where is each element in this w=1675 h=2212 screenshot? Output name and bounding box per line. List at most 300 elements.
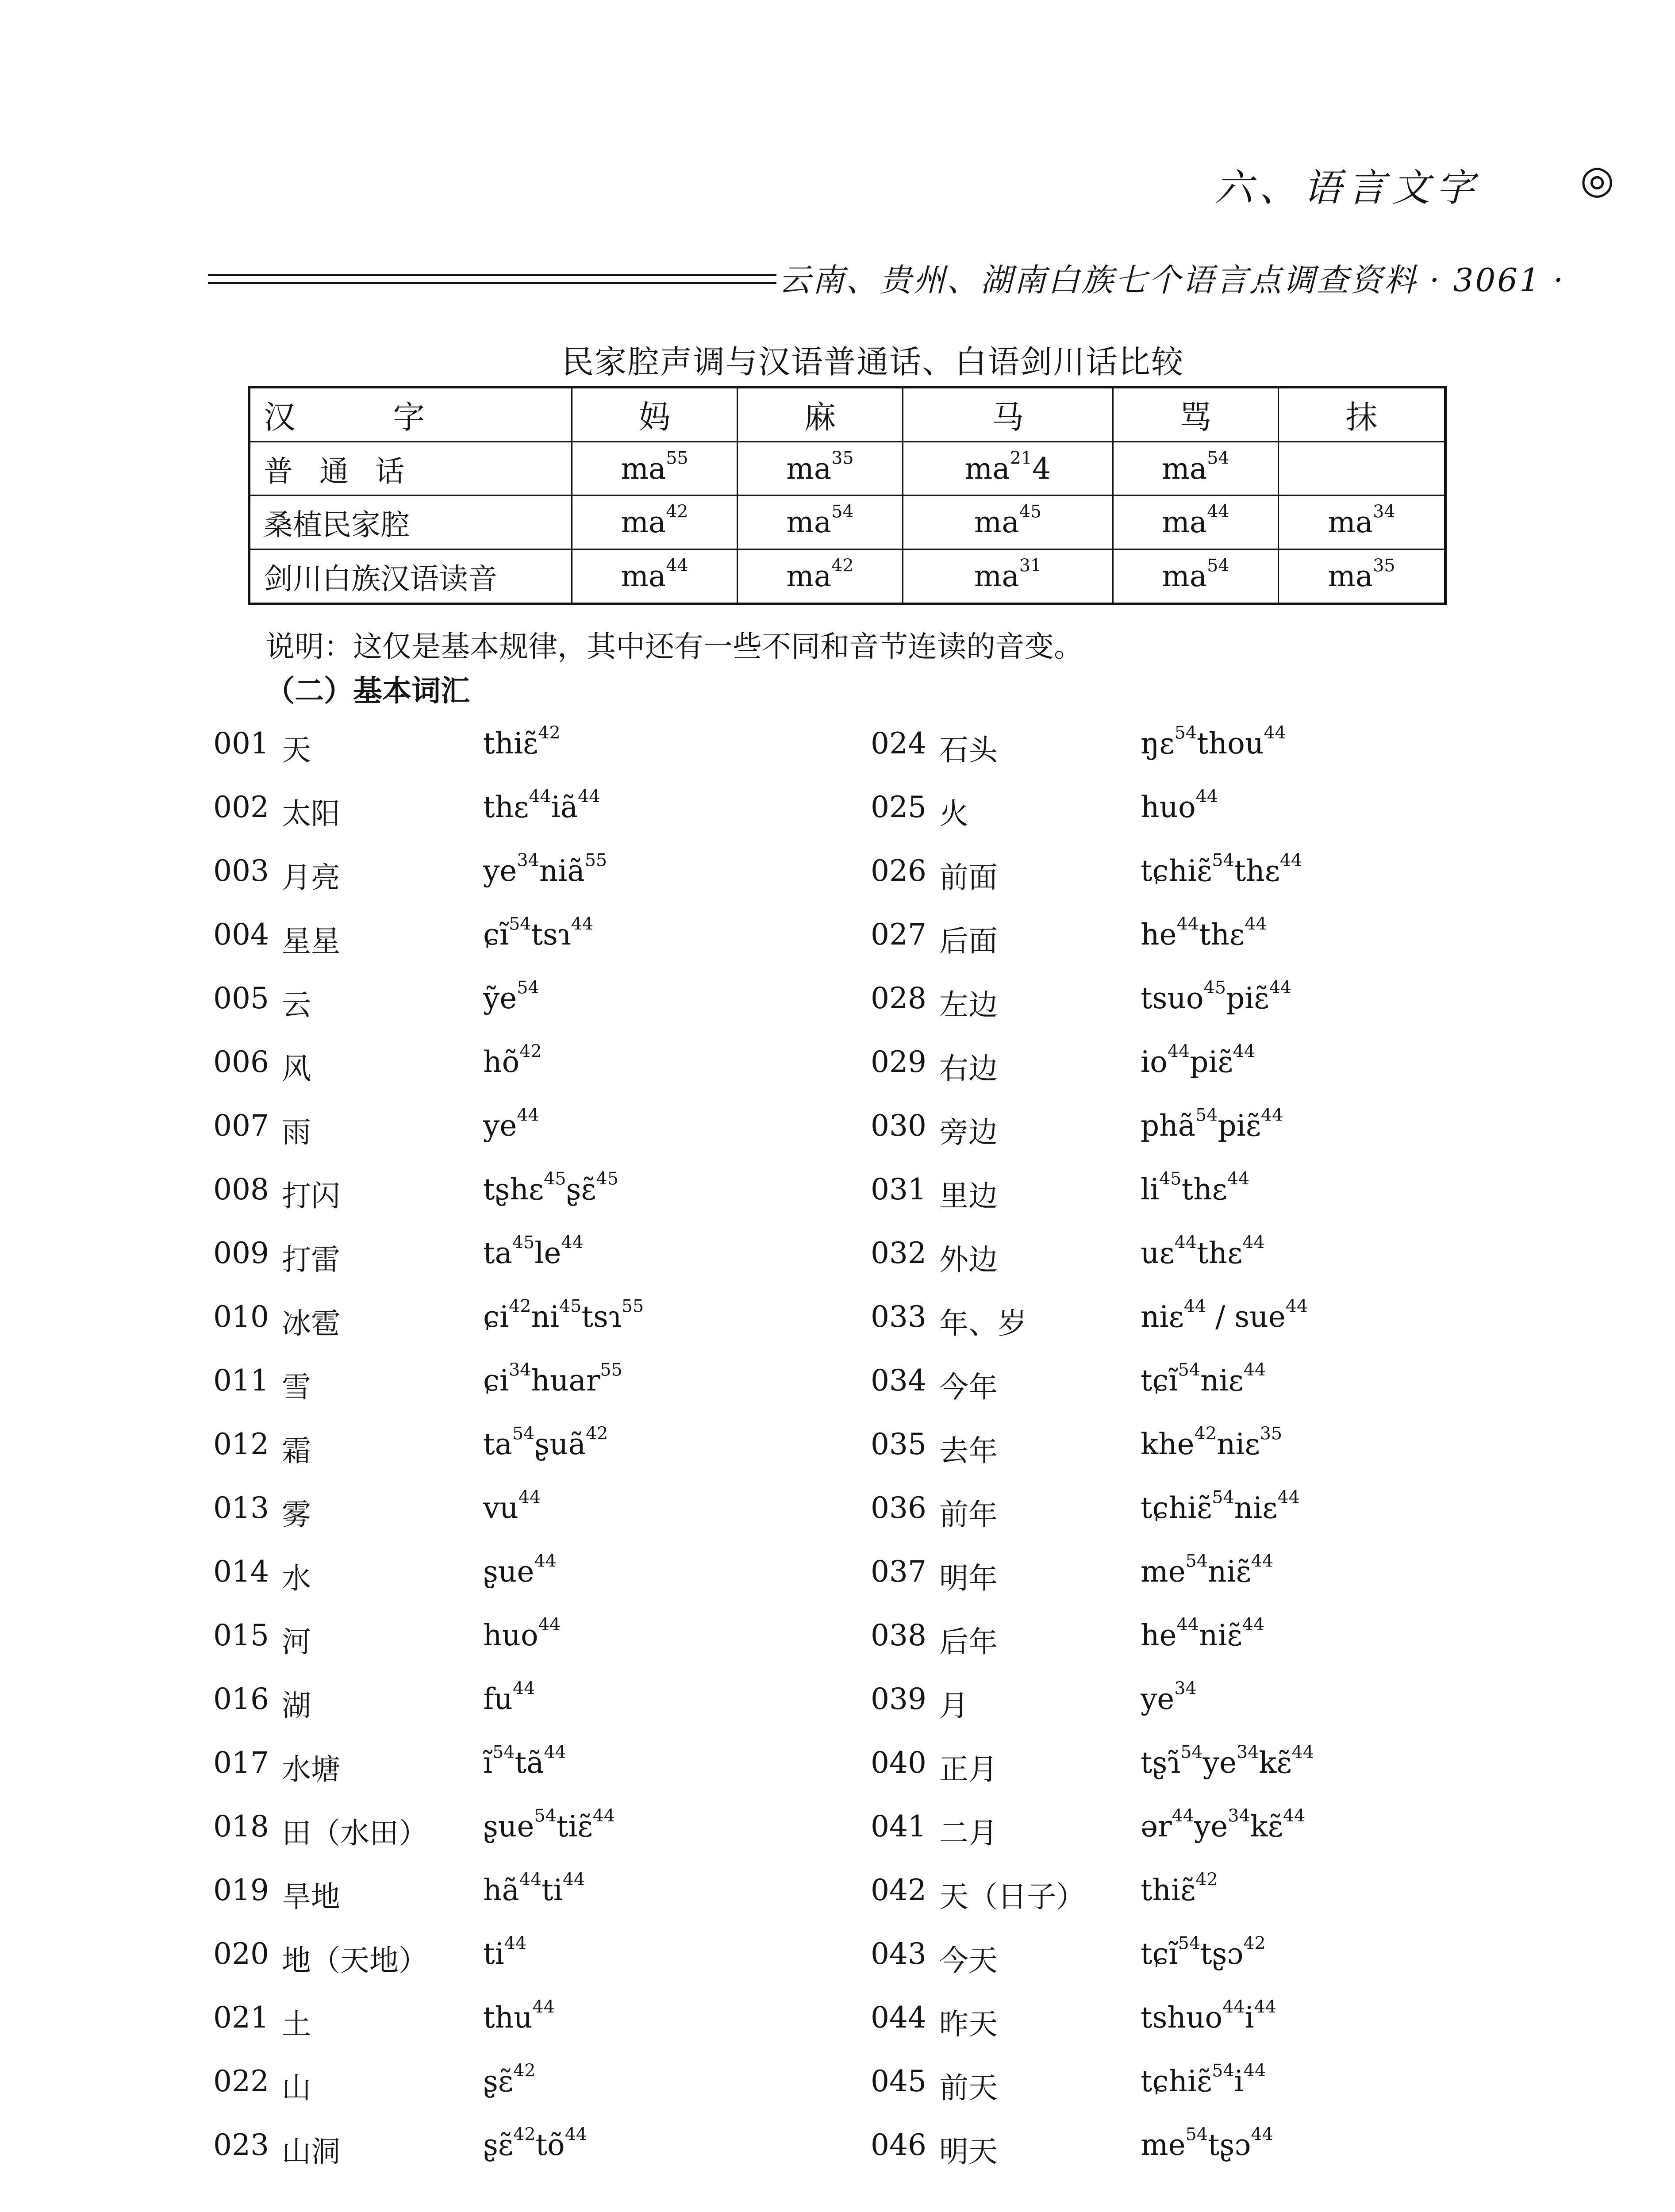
tone-mark: 44	[518, 1487, 541, 1508]
header-cell: 妈	[572, 387, 738, 442]
vocab-number: 016	[213, 1682, 269, 1716]
vocab-word: 天	[282, 733, 311, 767]
tone-mark: 44	[1277, 1487, 1300, 1508]
table-row	[249, 495, 1445, 549]
header-cell: 麻	[737, 387, 903, 442]
vocab-pronunciation	[483, 977, 539, 1015]
vocab-word: 火	[939, 797, 968, 831]
vocab-number: 042	[871, 1873, 926, 1907]
vocab-word: 打闪	[282, 1179, 340, 1213]
table-cell: $ma^{54}$	[737, 495, 903, 549]
vocab-number: 011	[213, 1363, 269, 1398]
tone-mark: 44	[1176, 1614, 1199, 1635]
vocab-pronunciation	[483, 1869, 585, 1907]
vocab-number: 018	[213, 1809, 269, 1843]
syllable: he	[1141, 918, 1177, 952]
tone-mark: 44	[1174, 1232, 1197, 1253]
tone-mark: 42	[519, 1041, 542, 1062]
tone-mark: 44	[538, 1614, 561, 1635]
vocab-pronunciation	[1141, 1805, 1306, 1843]
tone-mark: 42	[1243, 1933, 1266, 1954]
syllable: thou	[1197, 726, 1264, 760]
tone-mark: 44	[534, 1551, 557, 1571]
syllable: ta	[483, 1236, 512, 1270]
vocab-word: 山	[282, 2071, 311, 2105]
syllable: tsuo	[1141, 981, 1204, 1015]
tone-mark: 54	[509, 914, 531, 934]
syllable: ʂɛ̃	[483, 2064, 514, 2098]
tone-mark: 44	[1222, 1997, 1245, 2017]
vocab-number: 008	[213, 1172, 269, 1206]
vocab-word: 前天	[939, 2071, 998, 2105]
syllable: ye	[1141, 1682, 1175, 1716]
vocab-number: 022	[213, 2064, 269, 2098]
syllable: me	[1141, 1555, 1186, 1589]
vocab-number: 027	[871, 918, 926, 952]
vocab-number: 017	[213, 1746, 269, 1780]
tone-mark: 54	[1185, 2124, 1208, 2145]
vocab-number: 021	[213, 2001, 269, 2035]
syllable: iã	[551, 790, 578, 824]
syllable: thu	[483, 2001, 533, 2035]
syllable: niɛ	[1200, 1363, 1244, 1398]
tone-mark: 54	[512, 1423, 535, 1444]
tone-mark: 34	[1174, 1678, 1197, 1699]
vocab-pronunciation	[483, 1742, 566, 1780]
syllable: vu	[483, 1491, 519, 1525]
vocab-word: 前面	[939, 860, 998, 895]
vocab-number: 035	[871, 1427, 926, 1461]
vocab-word: 水塘	[282, 1752, 340, 1786]
vocab-word: 月亮	[282, 860, 340, 895]
syllable: hõ	[483, 1045, 520, 1079]
tone-mark: 44	[1183, 1296, 1206, 1317]
vocab-word: 天（日子）	[939, 1880, 1085, 1914]
tone-mark: 55	[600, 1359, 622, 1380]
syllable: ʂɛ̃	[566, 1172, 596, 1206]
syllable: ʂue	[483, 1555, 534, 1589]
vocab-number: 013	[213, 1491, 269, 1525]
syllable: ʂɛ̃	[483, 2128, 514, 2162]
tone-mark: 54	[492, 1742, 515, 1763]
tone-mark: 54	[1185, 1551, 1208, 1571]
vocab-pronunciation	[483, 1678, 535, 1716]
syllable: thiɛ̃	[1141, 1873, 1196, 1907]
table-cell: $ma^{45}$	[903, 495, 1113, 549]
tone-mark: 44	[1269, 977, 1291, 998]
header-cell: 汉字	[249, 387, 572, 442]
vocab-word: 星星	[282, 924, 340, 958]
syllable: huo	[483, 1618, 538, 1652]
vocab-pronunciation	[483, 850, 607, 888]
vocab-pronunciation	[1141, 850, 1302, 888]
vocab-word: 旱地	[282, 1880, 340, 1914]
tone-mark: 44	[1245, 914, 1267, 934]
syllable: niɛ̃	[1208, 1555, 1251, 1589]
tone-mark: 54	[1195, 1105, 1218, 1125]
vocab-pronunciation	[1141, 2060, 1266, 2098]
tone-mark: 42	[513, 2060, 536, 2081]
vocab-pronunciation	[1141, 1423, 1283, 1461]
table-cell: $ma^{44}$	[1113, 495, 1278, 549]
vocab-word: 明天	[939, 2135, 998, 2169]
vocab-word: 月	[939, 1689, 968, 1723]
tone-mark: 44	[578, 786, 600, 807]
syllable: i	[1234, 2064, 1244, 2098]
syllable: kɛ̃	[1259, 1746, 1292, 1780]
vocab-number: 044	[871, 2001, 926, 2035]
tone-mark: 45	[1203, 977, 1226, 998]
vocab-pronunciation	[1141, 1933, 1266, 1971]
vocab-pronunciation	[1141, 977, 1291, 1015]
tone-mark: 55	[621, 1296, 644, 1317]
syllable: thɛ	[1197, 1236, 1243, 1270]
tone-mark: 44	[512, 1678, 535, 1699]
syllable: ɕi	[483, 1363, 509, 1398]
syllable: tõ	[535, 2128, 565, 2162]
syllable: ti	[483, 1937, 504, 1971]
vocab-word: 二月	[939, 1816, 998, 1850]
tone-mark: 54	[1178, 1359, 1200, 1380]
table-header-row	[249, 387, 1445, 442]
tone-mark: 45	[559, 1296, 582, 1317]
table-cell: $ma^{42}$	[572, 495, 738, 549]
vocab-pronunciation	[483, 722, 561, 760]
vocab-number: 028	[871, 981, 926, 1015]
tone-mark: 44	[529, 786, 551, 807]
vocab-pronunciation	[1141, 1869, 1218, 1907]
tone-mark: 54	[1212, 2060, 1234, 2081]
table-title: 民家腔声调与汉语普通话、白语剑川话比较	[562, 343, 1184, 380]
vocab-number: 023	[213, 2128, 269, 2162]
vocab-number: 020	[213, 1937, 269, 1971]
tone-mark: 45	[544, 1168, 566, 1189]
tone-mark: 44	[1195, 786, 1218, 807]
vocab-number: 041	[871, 1809, 926, 1843]
vocab-pronunciation	[483, 1105, 539, 1143]
syllable: kɛ̃	[1250, 1809, 1283, 1843]
vocab-word: 雨	[282, 1115, 311, 1149]
tone-mark: 44	[1285, 1296, 1308, 1317]
vocab-word: 冰雹	[282, 1306, 340, 1340]
vocab-pronunciation	[1141, 1168, 1250, 1206]
tone-mark: 44	[1167, 1041, 1190, 1062]
syllable: ye	[483, 854, 517, 888]
syllable: niɛ	[1141, 1300, 1184, 1334]
vocab-pronunciation	[483, 1487, 541, 1525]
row-label: 桑植民家腔	[249, 495, 572, 549]
vocab-pronunciation	[483, 1168, 619, 1206]
tone-mark: 35	[1260, 1423, 1283, 1444]
vocab-number: 005	[213, 981, 269, 1015]
tone-mark: 34	[509, 1359, 531, 1380]
vocab-word: 土	[282, 2007, 311, 2041]
tone-mark: 54	[1212, 850, 1234, 871]
vocab-pronunciation	[1141, 1232, 1265, 1270]
vocab-word: 左边	[939, 988, 998, 1022]
vocab-pronunciation	[483, 1551, 557, 1589]
tone-mark: 44	[519, 1869, 542, 1890]
tone-mark: 44	[1242, 1614, 1265, 1635]
section-title: 六、语言文字	[1215, 166, 1480, 210]
syllable: ni	[531, 1300, 560, 1334]
tone-mark: 44	[1233, 1041, 1256, 1062]
vocab-word: 霜	[282, 1434, 311, 1468]
vocab-word: 今年	[939, 1370, 998, 1404]
tone-mark: 44	[1291, 1742, 1314, 1763]
vocab-number: 036	[871, 1491, 926, 1525]
table-cell: $ma^{34}$	[1278, 495, 1445, 549]
tone-mark: 44	[1279, 850, 1302, 871]
tone-mark: 45	[596, 1168, 619, 1189]
syllable: tsɿ	[531, 918, 571, 952]
tone-mark: 44	[1261, 1105, 1283, 1125]
table-cell: $ma^{54}$	[1113, 442, 1278, 495]
tone-mark: 44	[504, 1933, 527, 1954]
vocab-pronunciation	[483, 786, 600, 824]
table-cell: $ma^{21}4$	[903, 442, 1113, 495]
table-cell: $ma^{35}$	[737, 442, 903, 495]
syllable: piɛ̃	[1218, 1109, 1261, 1143]
vocab-word: 昨天	[939, 2007, 998, 2041]
vocab-pronunciation	[483, 1805, 615, 1843]
syllable: ye	[1202, 1746, 1237, 1780]
tone-mark: 44	[1172, 1805, 1194, 1826]
tone-mark: 54	[517, 977, 539, 998]
syllable: niã	[539, 854, 585, 888]
vocab-number: 012	[213, 1427, 269, 1461]
vocab-pronunciation	[1141, 1359, 1266, 1398]
vocab-word: 风	[282, 1052, 311, 1086]
vocab-word: 石头	[939, 733, 998, 767]
table-cell: $ma^{42}$	[737, 549, 903, 604]
syllable: hã	[483, 1873, 519, 1907]
syllable: tɕhiɛ̃	[1141, 1491, 1212, 1525]
vocab-pronunciation	[1141, 1041, 1256, 1079]
vocab-pronunciation	[483, 1997, 555, 2035]
syllable: huo	[1141, 790, 1196, 824]
vocab-number: 033	[871, 1300, 926, 1334]
vocab-pronunciation	[483, 1359, 622, 1398]
vocab-word: 太阳	[282, 797, 340, 831]
vocab-word: 打雷	[282, 1243, 340, 1277]
vocab-word: 外边	[939, 1243, 998, 1277]
header-cell: 抹	[1278, 387, 1445, 442]
syllable: ər	[1141, 1809, 1172, 1843]
vocab-number: 004	[213, 918, 269, 952]
syllable: tɕhiɛ̃	[1141, 854, 1212, 888]
vocab-number: 039	[871, 1682, 926, 1716]
vocab-number: 045	[871, 2064, 926, 2098]
syllable: niɛ	[1216, 1427, 1260, 1461]
vocab-pronunciation	[1141, 1551, 1274, 1589]
tone-mark: 44	[532, 1997, 555, 2017]
tone-mark: 45	[1159, 1168, 1182, 1189]
vocab-word: 雾	[282, 1498, 311, 1532]
table-cell: $ma^{31}$	[903, 549, 1113, 604]
tone-mark: 44	[1242, 1232, 1265, 1253]
syllable: ti	[542, 1873, 563, 1907]
vocab-word: 前年	[939, 1498, 998, 1532]
syllable: uɛ	[1141, 1236, 1175, 1270]
table-row	[249, 442, 1445, 495]
tone-mark: 42	[513, 2124, 536, 2145]
syllable: tʂhɛ	[483, 1172, 544, 1206]
tone-mark: 44	[1227, 1168, 1250, 1189]
double-circle-icon: ◎	[1580, 157, 1614, 202]
syllable: huar	[531, 1363, 600, 1398]
table-note: 说明：这仅是基本规律，其中还有一些不同和音节连读的音变。	[265, 630, 1083, 664]
vocab-number: 003	[213, 854, 269, 888]
syllable: tɕĩ	[1141, 1363, 1178, 1398]
vocab-word: 年、岁	[939, 1306, 1027, 1340]
vocab-number: 015	[213, 1618, 269, 1652]
vocab-pronunciation	[483, 1614, 561, 1652]
tone-mark: 54	[1212, 1487, 1234, 1508]
tone-mark: 42	[1194, 1423, 1217, 1444]
vocab-pronunciation	[1141, 1997, 1277, 2035]
tone-mark: 44	[1283, 1805, 1306, 1826]
vocab-word: 右边	[939, 1052, 998, 1086]
table-cell	[1278, 442, 1445, 495]
vocab-pronunciation	[1141, 786, 1218, 824]
vocab-pronunciation	[1141, 1296, 1308, 1334]
vocab-word: 田（水田）	[282, 1816, 428, 1850]
vocab-word: 地（天地）	[282, 1943, 428, 1978]
vocab-word: 湖	[282, 1689, 311, 1723]
syllable: tiɛ̃	[556, 1809, 593, 1843]
vocab-number: 038	[871, 1618, 926, 1652]
tone-mark: 42	[538, 722, 561, 743]
vocab-number: 032	[871, 1236, 926, 1270]
vocab-number: 026	[871, 854, 926, 888]
syllable: tɕhiɛ̃	[1141, 2064, 1212, 2098]
syllable: thɛ	[483, 790, 529, 824]
table-cell: $ma^{44}$	[572, 549, 738, 604]
row-label: 剑川白族汉语读音	[249, 549, 572, 604]
vocab-number: 010	[213, 1300, 269, 1334]
vocab-pronunciation	[1141, 914, 1267, 952]
vocab-word: 云	[282, 988, 311, 1022]
syllable: khe	[1141, 1427, 1195, 1461]
syllable: / sue	[1206, 1300, 1286, 1334]
syllable: io	[1141, 1045, 1168, 1079]
tone-mark: 44	[517, 1105, 539, 1125]
tone-mark: 44	[1251, 2124, 1273, 2145]
vocab-number: 001	[213, 726, 269, 760]
syllable: niɛ̃	[1199, 1618, 1242, 1652]
vocab-number: 007	[213, 1109, 269, 1143]
vocab-number: 024	[871, 726, 926, 760]
vocab-word: 山洞	[282, 2135, 340, 2169]
syllable: ỹe	[483, 981, 517, 1015]
vocab-word: 后年	[939, 1625, 998, 1659]
vocab-number: 025	[871, 790, 926, 824]
vocab-number: 043	[871, 1937, 926, 1971]
vocab-word: 明年	[939, 1561, 998, 1595]
vocab-number: 006	[213, 1045, 269, 1079]
tone-mark: 44	[565, 2124, 588, 2145]
vocab-pronunciation	[483, 1041, 542, 1079]
vocab-pronunciation	[483, 2060, 536, 2098]
vocab-number: 030	[871, 1109, 926, 1143]
vocab-word: 里边	[939, 1179, 998, 1213]
tone-mark: 44	[561, 1232, 584, 1253]
header-double-rule	[208, 274, 776, 284]
vocab-pronunciation	[483, 1296, 644, 1334]
syllable: ta	[483, 1427, 512, 1461]
syllable: thiɛ̃	[483, 726, 538, 760]
vocab-pronunciation	[1141, 1614, 1265, 1652]
syllable: ɕi	[483, 1300, 509, 1334]
syllable: thɛ	[1181, 1172, 1227, 1206]
syllable: ŋɛ	[1141, 726, 1175, 760]
vocab-pronunciation	[1141, 722, 1286, 760]
table-row	[249, 549, 1445, 604]
syllable: fu	[483, 1682, 513, 1716]
tone-mark: 44	[1264, 722, 1286, 743]
vocab-number: 014	[213, 1555, 269, 1589]
tone-mark: 42	[509, 1296, 531, 1317]
row-label: 普通话	[249, 442, 572, 495]
vocab-number: 046	[871, 2128, 926, 2162]
vocab-number: 034	[871, 1363, 926, 1398]
syllable: ĩ	[483, 1746, 493, 1780]
vocab-heading: （二）基本词汇	[265, 674, 470, 708]
syllable: tshuo	[1141, 2001, 1223, 2035]
vocab-number: 019	[213, 1873, 269, 1907]
table-cell: $ma^{54}$	[1113, 549, 1278, 604]
syllable: he	[1141, 1618, 1177, 1652]
syllable: niɛ	[1234, 1491, 1278, 1525]
syllable: tɕĩ	[1141, 1937, 1178, 1971]
table-cell: $ma^{55}$	[572, 442, 738, 495]
tone-mark: 54	[1180, 1742, 1203, 1763]
syllable: ɕĩ	[483, 918, 509, 952]
syllable: i	[1245, 2001, 1254, 2035]
tone-mark: 44	[544, 1742, 566, 1763]
vocab-pronunciation	[483, 1933, 527, 1971]
tone-mark: 54	[534, 1805, 557, 1826]
syllable: piɛ̃	[1226, 981, 1269, 1015]
vocab-word: 旁边	[939, 1115, 998, 1149]
vocab-word: 今天	[939, 1943, 998, 1978]
vocab-pronunciation	[1141, 1742, 1314, 1780]
vocab-word: 正月	[939, 1752, 998, 1786]
tone-mark: 44	[1176, 914, 1199, 934]
syllable: ye	[483, 1109, 517, 1143]
syllable: phã	[1141, 1109, 1196, 1143]
vocab-pronunciation	[1141, 2124, 1273, 2162]
vocab-pronunciation	[1141, 1105, 1283, 1143]
vocab-pronunciation	[483, 914, 594, 952]
tone-mark: 44	[562, 1869, 585, 1890]
syllable: piɛ̃	[1190, 1045, 1233, 1079]
tone-mark: 42	[1195, 1869, 1218, 1890]
syllable: tsɿ	[581, 1300, 622, 1334]
tone-mark: 42	[585, 1423, 608, 1444]
syllable: ʂuã	[534, 1427, 586, 1461]
syllable: tʂɿ̃	[1141, 1746, 1181, 1780]
header-cell: 马	[903, 387, 1113, 442]
syllable: tã	[515, 1746, 544, 1780]
table-cell: $ma^{35}$	[1278, 549, 1445, 604]
vocab-word: 河	[282, 1625, 311, 1659]
syllable: me	[1141, 2128, 1186, 2162]
vocab-number: 002	[213, 790, 269, 824]
tone-mark: 45	[512, 1232, 535, 1253]
tone-mark: 54	[1174, 722, 1197, 743]
